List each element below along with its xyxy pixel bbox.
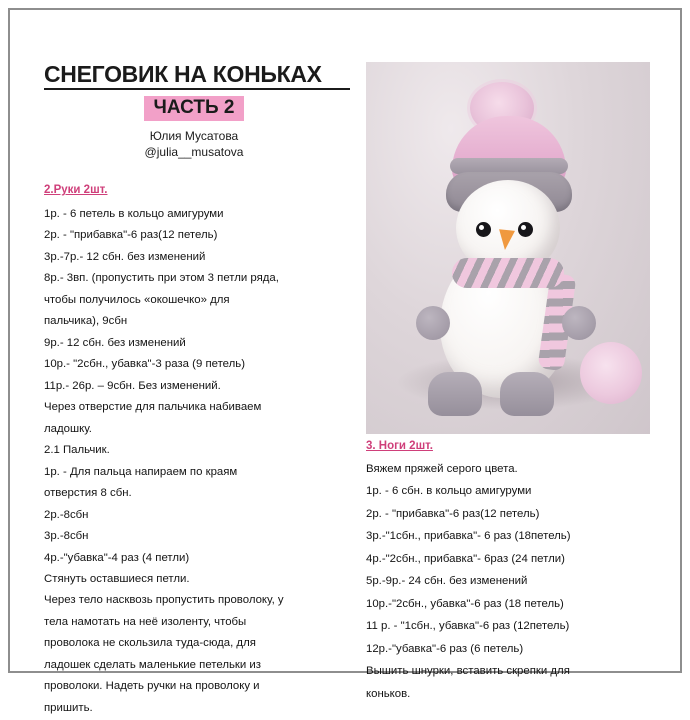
section-heading-arms: 2.Руки 2шт. [44, 184, 108, 196]
instruction-line: тела намотать на неё изоленту, чтобы [44, 615, 247, 628]
right-arm [562, 306, 596, 340]
instruction-line: ладошку. [44, 422, 92, 435]
instruction-line: 1р. - 6 сбн. в кольцо амигуруми [366, 485, 532, 498]
title-underline [44, 88, 350, 90]
instruction-line: 12р.-"убавка"-6 раз (6 петель) [366, 642, 524, 655]
right-eye [518, 222, 533, 237]
instruction-line: 1р. - 6 петель в кольцо амигуруми [44, 208, 224, 220]
section-heading-legs: 3. Ноги 2шт. [366, 440, 433, 452]
instruction-line: Через тело насквозь пропустить проволоку, у [44, 594, 284, 607]
instruction-line: Через отверстие для пальчика набиваем [44, 401, 262, 414]
pink-pompom-prop [580, 342, 642, 404]
instruction-line: 11р.- 26р. – 9сбн. Без изменений. [44, 379, 221, 392]
instruction-line: чтобы получилось «окошечко» для [44, 293, 230, 306]
instruction-line: 10р.- "2сбн., убавка"-3 раза (9 петель) [44, 358, 245, 371]
instruction-line: 11 р. - "1сбн., убавка"-6 раз (12петель) [366, 620, 570, 633]
instruction-line: 9р.- 12 сбн. без изменений [44, 336, 186, 349]
instruction-line: Стянуть оставшиеся петли. [44, 572, 190, 585]
right-instructions-column [366, 440, 658, 707]
page-title: СНЕГОВИК НА КОНЬКАХ [44, 61, 322, 87]
instruction-line: 2.1 Пальчик. [44, 444, 110, 457]
instruction-line: 3р.-8сбн [44, 530, 89, 543]
right-skate [500, 372, 554, 416]
instruction-line: 4р.-"2сбн., прибавка"- 6раз (24 петли) [366, 552, 565, 565]
author-handle: @julia__musatova [144, 145, 244, 160]
instruction-line: ладошек сделать маленькие петельки из [44, 658, 261, 671]
left-eye [476, 222, 491, 237]
page-border [8, 8, 682, 714]
instruction-line: 1р. - Для пальца напираем по краям [44, 465, 238, 478]
title-block [44, 62, 364, 161]
instruction-line: Вяжем пряжей серого цвета. [366, 463, 518, 475]
instruction-line: 3р.-"1сбн., прибавка"- 6 раз (18петель) [366, 530, 571, 543]
instruction-line: проволоки. Надеть ручки на проволоку и [44, 680, 260, 693]
scarf [452, 258, 564, 288]
instruction-line: 2р. - "прибавка"-6 раз(12 петель) [366, 507, 540, 520]
instruction-line: 2р. - "прибавка"-6 раз(12 петель) [44, 229, 218, 242]
instruction-line: 5р.-9р.- 24 сбн. без изменений [366, 575, 528, 588]
instruction-line: 4р.-"убавка"-4 раз (4 петли) [44, 551, 190, 564]
part-row [44, 96, 344, 121]
instruction-line: пальчика), 9сбн [44, 315, 128, 328]
instruction-line: пришить. [44, 701, 93, 714]
instruction-line: 3р.-7р.- 12 сбн. без изменений [44, 250, 206, 263]
instruction-line: Вышить шнурки, вставить скрепки для [366, 665, 570, 678]
author-name: Юлия Мусатова [149, 129, 239, 144]
carrot-nose [497, 229, 515, 251]
left-skate [428, 372, 482, 416]
page-content [30, 32, 664, 714]
instruction-line: проволока не скользила туда-сюда, для [44, 637, 256, 650]
instruction-line: отверстия 8 сбн. [44, 487, 132, 500]
instruction-line: 8р.- 3вп. (пропустить при этом 3 петли ряда, [44, 272, 279, 285]
author-block [44, 128, 344, 160]
part-badge: ЧАСТЬ 2 [144, 96, 245, 121]
left-arm [416, 306, 450, 340]
left-instructions-column [44, 184, 349, 720]
instruction-line: коньков. [366, 687, 411, 700]
snowman-photo [366, 62, 650, 434]
instruction-line: 10р.-"2сбн., убавка"-6 раз (18 петель) [366, 597, 564, 610]
instruction-line: 2р.-8сбн [44, 508, 89, 521]
